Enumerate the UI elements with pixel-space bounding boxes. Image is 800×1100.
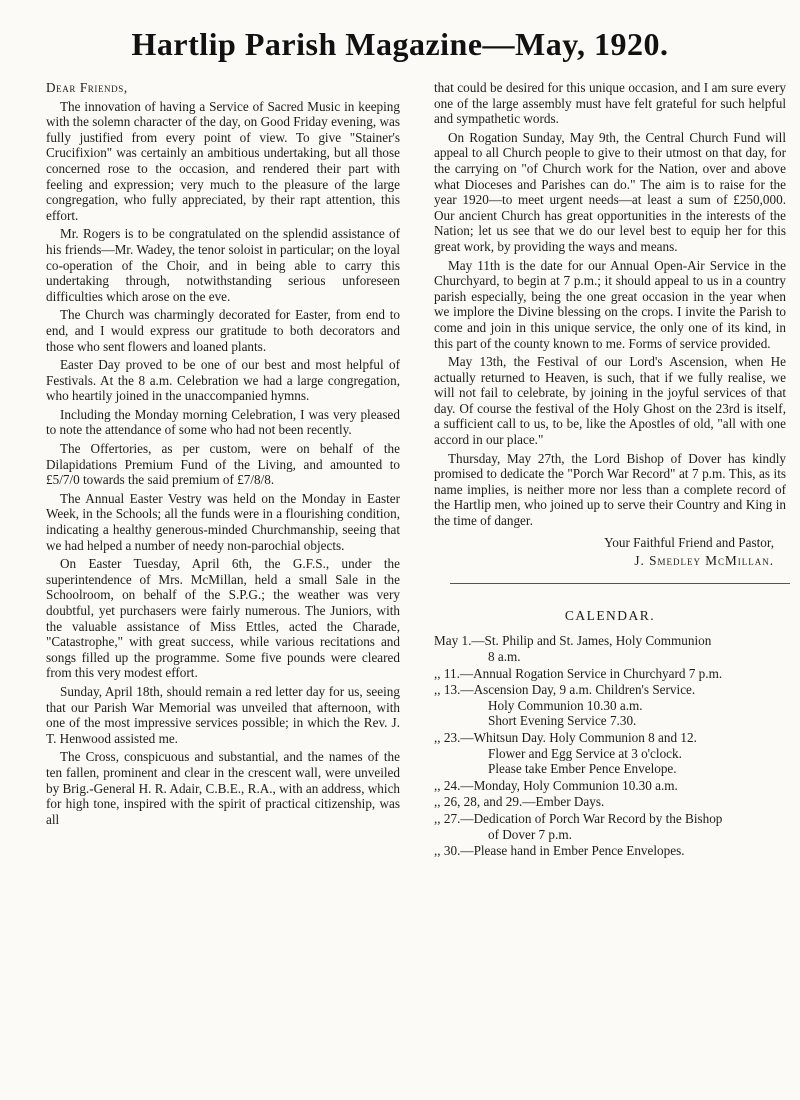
calendar-line: ,, 30.—Please hand in Ember Pence Envelopes. [434,843,685,859]
paragraph: The Cross, conspicuous and substantial, and the names of the ten fallen, prominent and clear in the crescent wall, were unveiled by Brig.-General H. R. Adair, C.B.E., R.A., with an address, which for high tone, inspired with the spirit of practical citizenship, was all [46,749,401,827]
calendar-line: Holy Communion 10.30 a.m. [488,697,643,713]
paragraph: Easter Day proved to be one of our best and most helpful of Festivals. At the 8 a.m. Celebration we had a large congregation, who heartily joined in the unaccompanied hymns. [46,357,400,404]
calendar-line: Short Evening Service 7.30. [488,713,637,729]
paragraph: Sunday, April 18th, should remain a red letter day for us, seeing that our Parish War Memorial was unveiled that afternoon, with one of the most impressive services possible; in which the Rev. J. T. Henwood assisted me. [46,683,400,746]
calendar-line: 8 a.m. [488,649,521,664]
calendar-list [434,633,786,858]
calendar-entry [434,730,786,777]
calendar-line: May 1.—St. Philip and St. James, Holy Communion [434,633,712,649]
calendar-line: ,, 26, 28, and 29.—Ember Days. [434,794,605,810]
calendar-entry [434,633,786,664]
calendar-line: of Dover 7 p.m. [488,826,572,842]
paragraph-continued: that could be desired for this unique occasion, and I am sure every one of the large assembly must have felt grateful for such helpful and sympathetic words. [434,80,786,127]
calendar-line: ,, 13.—Ascension Day, 9 a.m. Children's Service. [434,682,696,698]
calendar-entry [434,682,786,729]
calendar-entry [434,811,786,842]
calendar-line: Flower and Egg Service at 3 o'clock. [488,745,682,761]
section-divider [450,583,790,584]
calendar-line: Please take Ember Pence Envelope. [488,761,677,777]
paragraph: On Rogation Sunday, May 9th, the Central Church Fund will appeal to all Church people to give to their utmost on that day, for the carrying on "of Church work for the Nation, over and above what Dioceses and Parishes can do." The aim is to raise for the year 1920—to meet urgent needs—at least a sum of £250,000. Our ancient Church has great opportunities in the interests of the Nation; let us see that we do our level best to equip her for this great work, by providing the ways and means. [434,129,786,254]
paragraph: On Easter Tuesday, April 6th, the G.F.S., under the superintendence of Mrs. McMillan, held a small Sale in the Schoolroom, on behalf of the S.P.G.; the weather was very doubtful, yet purchasers were fairly numerous. The Juniors, with the valuable assistance of Miss Ettles, acted the Charade, "Catastrophe," with great success, while various recitations and songs filled up the programme. Some five pounds were cleared from this very modest effort. [46,556,400,681]
signature: J. Smedley McMillan. [634,553,774,569]
paragraph: The Church was charmingly decorated for Easter, from end to end, and I would express our gratitude to both decorators and those who sent flowers and loaned plants. [46,307,400,354]
calendar-entry [434,778,786,794]
masthead-title: Hartlip Parish Magazine—May, 1920. [131,26,669,62]
paragraph: The Offertories, as per custom, were on behalf of the Dilapidations Premium Fund of the Living, and amounted to £5/7/0 towards the said premium of £7/8/8. [46,441,400,488]
paragraph: Including the Monday morning Celebration, I was very pleased to note the attendance of some who had not been recently. [46,406,400,438]
paragraph: May 11th is the date for our Annual Open-Air Service in the Churchyard, to begin at 7 p.m.; it should appeal to us in a country parish especially, being the one great occasion in the year when we implore the Divine blessing on the crops. I invite the Parish to come and join in this unique service, the only one of its kind, in this part of the county known to me. Forms of service provided. [434,257,786,351]
signoff: Your Faithful Friend and Pastor, [604,534,774,550]
calendar-line: ,, 27.—Dedication of Porch War Record by the Bishop [434,810,723,826]
left-column [46,80,400,830]
calendar-entry [434,666,786,682]
calendar-entry [434,794,786,810]
paragraph: Mr. Rogers is to be congratulated on the splendid assistance of his friends—Mr. Wadey, the tenor soloist in particular; on the loyal co-operation of the Choir, and in being able to carry this undertaking through, notwithstanding serious unforeseen difficulties which arose on the eve. [46,226,400,304]
calendar-heading: CALENDAR. [564,607,656,623]
calendar-entry [434,843,786,859]
calendar-line: ,, 23.—Whitsun Day. Holy Communion 8 and 12. [434,729,697,745]
right-column [434,80,786,860]
calendar-line: ,, 24.—Monday, Holy Communion 10.30 a.m. [434,777,678,793]
paragraph: May 13th, the Festival of our Lord's Ascension, when He actually returned to Heaven, is such, that if we fully realise, we will not fail to celebrate, by joining in the joyful services of that day. Of course the festival of the Holy Ghost on the 23rd is itself, a sufficient call to us, to be, like the Apostles of old, "all with one accord in our place." [434,354,786,448]
paragraph: Thursday, May 27th, the Lord Bishop of Dover has kindly promised to dedicate the "Porch War Record" at 7 p.m. This, as its name implies, is neither more nor less than a complete record of the Hartlip men, who joined up to serve their Country and King in the time of danger. [434,450,786,529]
salutation: Dear Friends, [46,80,128,95]
calendar-line: ,, 11.—Annual Rogation Service in Churchyard 7 p.m. [434,665,723,681]
paragraph: The innovation of having a Service of Sacred Music in keeping with the solemn character of the day, on Good Friday evening, was fully justified from every point of view. To give "Stainer's Crucifixion" was certainly an ambitious undertaking, but all those concerned rose to the occasion, and rendered their part with feeling and expression; very much to the pleasure of the large congregation, who fully appreciated, by their rapt attention, this effort. [46,98,400,223]
paragraph: The Annual Easter Vestry was held on the Monday in Easter Week, in the Schools; all the funds were in a flourishing condition, indicating a healthy generous-minded Churchmanship, seeing that we had helped a number of needy non-parochial objects. [46,490,400,553]
